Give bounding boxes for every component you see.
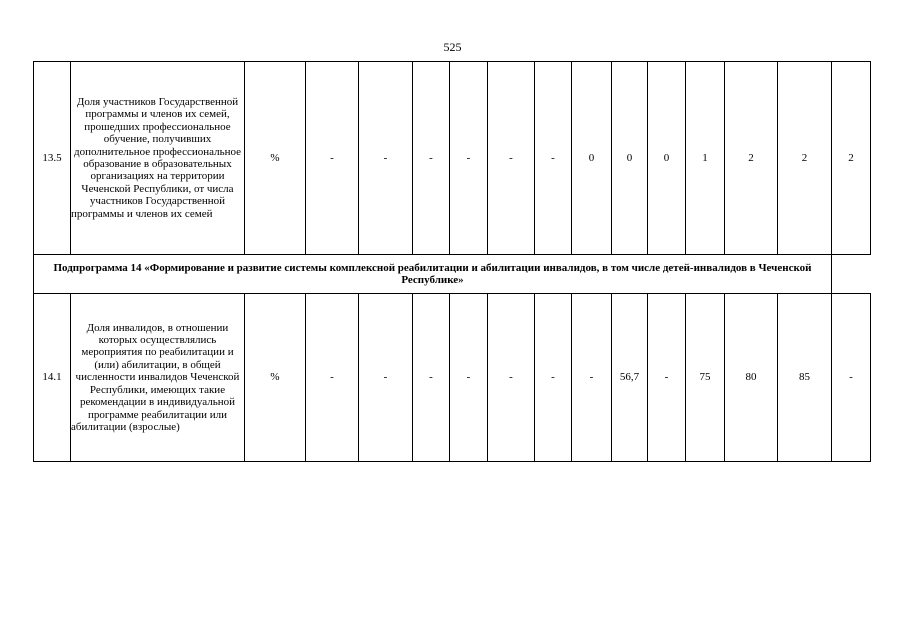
value-cell: -: [488, 62, 535, 255]
value-cell: -: [535, 62, 572, 255]
value-cell: -: [359, 294, 413, 462]
unit-cell: %: [245, 62, 306, 255]
value-cell: -: [572, 294, 612, 462]
value-cell: -: [488, 294, 535, 462]
page-number: 525: [443, 40, 462, 54]
value-cell: -: [535, 294, 572, 462]
value-cell: 75: [686, 294, 725, 462]
unit-cell: %: [245, 294, 306, 462]
subprogram-row: [34, 255, 871, 294]
table-row: [34, 62, 871, 255]
value-cell: 2: [778, 62, 832, 255]
value-cell: 56,7: [612, 294, 648, 462]
value-cell: 80: [725, 294, 778, 462]
value-cell: -: [450, 294, 488, 462]
value-cell: 0: [648, 62, 686, 255]
table-row: [34, 294, 871, 462]
row-number: 13.5: [34, 62, 71, 255]
value-cell: -: [648, 294, 686, 462]
indicators-table: [33, 61, 871, 462]
indicator-description: Доля участников Государственной программы и членов их семей, прошедших профессиональное обучение, получивших дополнительное профессиональное образование в образовательных организациях на территории Чеченской Республики, от числа участников Государственной программы и членов их семей: [71, 62, 245, 255]
indicator-description: Доля инвалидов, в отношении которых осуществлялись мероприятия по реабилитации и (или) абилитации, в общей численности инвалидов Чеченской Республики, имеющих такие рекомендации в индивидуальной программе реабилитации или абилитации (взрослые): [71, 294, 245, 462]
value-cell: -: [450, 62, 488, 255]
value-cell: -: [413, 62, 450, 255]
value-cell: -: [306, 62, 359, 255]
value-cell: -: [413, 294, 450, 462]
subprogram-heading: Подпрограмма 14 «Формирование и развитие системы комплексной реабилитации и абилитации инвалидов, в том числе детей-инвалидов в Чеченской Республике»: [34, 255, 832, 294]
value-cell: -: [832, 294, 871, 462]
value-cell: -: [359, 62, 413, 255]
value-cell: 0: [572, 62, 612, 255]
value-cell: -: [306, 294, 359, 462]
value-cell: 2: [832, 62, 871, 255]
row-number: 14.1: [34, 294, 71, 462]
value-cell: 2: [725, 62, 778, 255]
value-cell: 85: [778, 294, 832, 462]
value-cell: 1: [686, 62, 725, 255]
value-cell: 0: [612, 62, 648, 255]
